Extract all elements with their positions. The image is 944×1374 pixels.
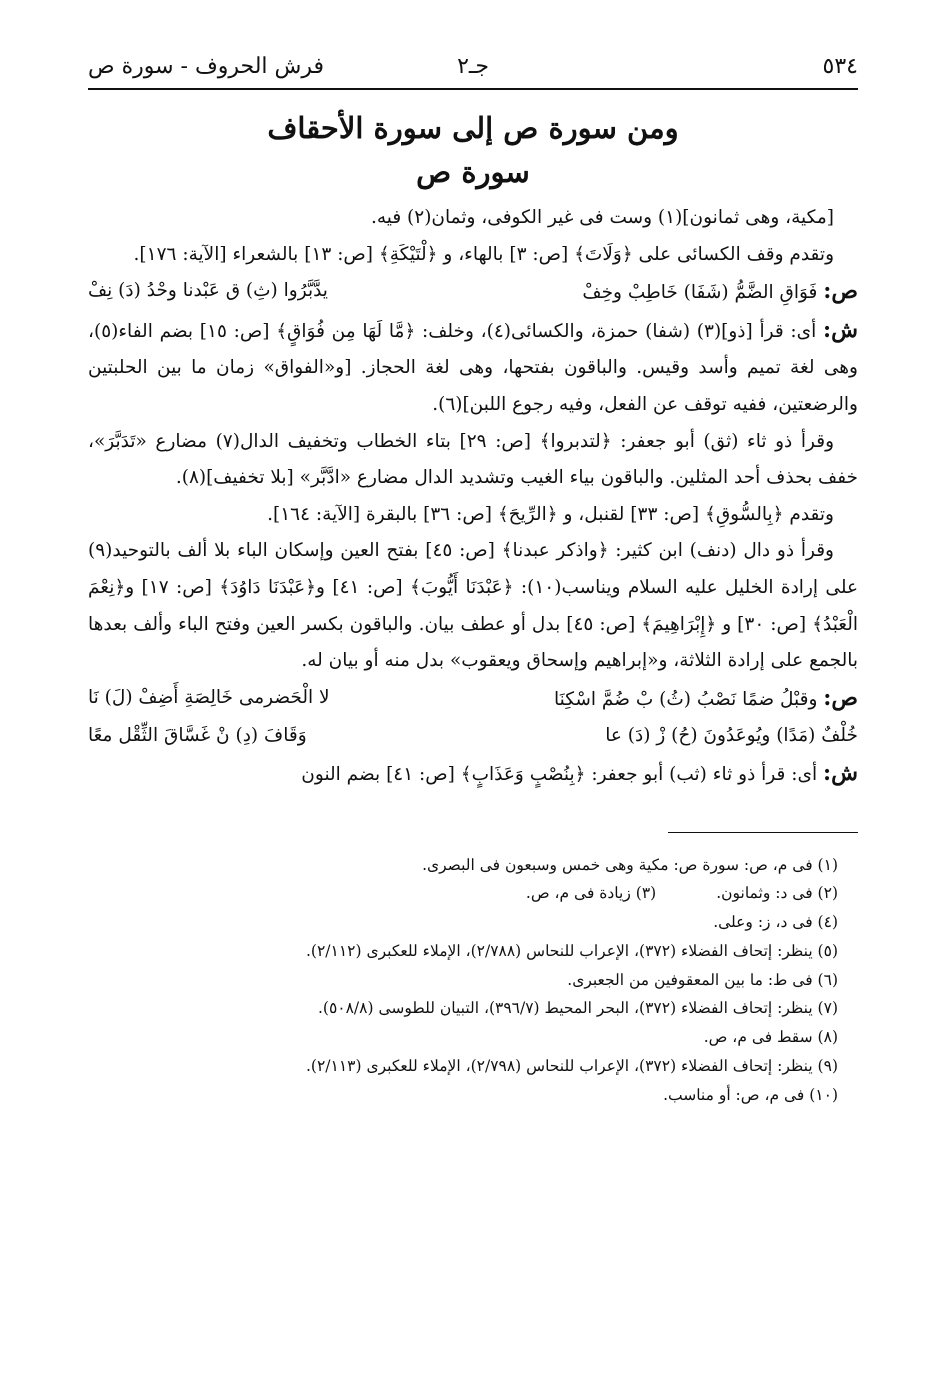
commentary-text: أى: قرأ ذو ثاء (ثب) أبو جعفر: ﴿بِنُصْبٍ وَعَذَابٍ﴾ [ص: ٤١] بضم النون — [301, 763, 818, 785]
section-title: فرش الحروف - سورة ص — [88, 54, 325, 79]
main-text — [88, 200, 858, 794]
footnotes — [88, 851, 858, 1110]
verse-marker: ص: — [823, 278, 858, 305]
footnote: (١) فى م، ص: سورة ص: مكية وهى خمس وسبعون فى البصرى. — [422, 855, 838, 874]
commentary-text: أى: قرأ [ذو](٣) (شفا) حمزة، والكسائى(٤)، وخلف: ﴿مَّا لَهَا مِن فُوَاقٍ﴾ [ص: ١٥] بضم الفاء(٥)، وهى لغة تميم وأسد وقيس. والباقون بفتحها، وهى لغة الحجاز. [و«الفواق» زمان ما بين الحلبتين والرضعتين، ففيه توقف عن الفعل، وفيه رجوع اللبن](٦). — [88, 320, 858, 415]
commentary — [88, 755, 858, 794]
commentary — [88, 312, 858, 424]
verse-line — [88, 273, 858, 312]
page-number: ٥٣٤ — [822, 54, 858, 79]
surah-title: سورة ص — [416, 155, 530, 189]
footnote-separator — [668, 832, 858, 833]
book-page — [88, 50, 858, 1340]
footnote: (٤) فى د، ز: وعلى. — [713, 913, 838, 932]
footnote: (٨) سقط فى م، ص. — [703, 1028, 838, 1047]
footnote: (٧) ينظر: إتحاف الفضلاء (٣٧٢)، البحر المحيط (٣٩٦/٧)، التبيان للطوسى (٥٠٨/٨). — [317, 999, 838, 1018]
header-rule — [88, 88, 858, 90]
running-header — [88, 50, 858, 84]
footnote: (٢) فى د: وثمانون. — [716, 884, 838, 903]
commentary-marker: ش: — [823, 759, 858, 786]
commentary-marker: ش: — [823, 316, 858, 343]
hemistich: يدَّبَّرُوا (ثِ) ق عَبْدنا وحْدُ (دَ) نِفْ — [88, 280, 328, 302]
paragraph: وتقدم ﴿بِالسُّوقِ﴾ [ص: ٣٣] لقنبل، و ﴿الرِّيحَ﴾ [ص: ٣٦] بالبقرة [الآية: ١٦٤]. — [267, 503, 834, 525]
paragraph: وقرأ ذو ثاء (ثق) أبو جعفر: ﴿لتدبروا﴾ [ص: ٢٩] بتاء الخطاب وتخفيف الدال(٧) مضارع «تَدَبَّرَ»، خفف بحذف أحد المثلين. والباقون بياء الغيب وتشديد الدال مضارع «ادَّبَّر» [بلا تخفيف](٨). — [88, 430, 858, 489]
verse-line — [88, 718, 858, 755]
footnote: (٦) فى ط: ما بين المعقوفين من الجعبرى. — [567, 970, 838, 989]
poem-verse — [88, 680, 858, 755]
hemistich: لا الْحَضرمى خَالِصَةِ أَضِفْ (لَ) نَا — [88, 686, 330, 708]
verse-line — [88, 680, 858, 719]
volume-label: جـ٢ — [457, 54, 489, 79]
verse-marker: ص: — [823, 684, 858, 711]
hemistich: وقبْلُ ضمًا نَصْبُ (ثُ) بْ ضُمَّ اسْكِنَا — [553, 688, 818, 710]
footnote: (٣) زيادة فى م، ص. — [525, 884, 657, 903]
hemistich: فَوَاقِ الضَّمُّ (شَفَا) خَاطِبْ وخِفْ — [582, 282, 818, 304]
hemistich: وَقَافَ (دِ) نْ غَسَّاقَ الثِّقْل معًا — [88, 725, 307, 747]
paragraph: وقرأ ذو دال (دنف) ابن كثير: ﴿واذكر عبدنا﴾ [ص: ٤٥] بفتح العين وإسكان الباء بلا ألف بالتوحيد(٩) على إرادة الخليل عليه السلام ويناسب(١٠): ﴿عَبْدَنَا أَيُّوبَ﴾ [ص: ٤١] و﴿عَبْدَنَا دَاوُدَ﴾ [ص: ١٧] و﴿نِعْمَ الْعَبْدُ﴾ [ص: ٣٠] و ﴿إِبْرَاهِيمَ﴾ [ص: ٤٥] بدل أو عطف بيان. والباقون بكسر العين وفتح الباء وألف بعدها بالجمع على إرادة الثلاثة، و«إبراهيم وإسحاق ويعقوب» بدل منه أو بيان له. — [88, 540, 858, 672]
paragraph: [مكية، وهى ثمانون](١) وست فى غير الكوفى، وثمان(٢) فيه. — [370, 207, 834, 228]
chapter-title: ومن سورة ص إلى سورة الأحقاف — [267, 111, 679, 145]
paragraph: وتقدم وقف الكسائى على ﴿وَلَاتَ﴾ [ص: ٣] بالهاء، و ﴿لْتَيْكَةِ﴾ [ص: ١٣] بالشعراء [الآية: ١٧٦]. — [133, 243, 834, 265]
footnote: (١٠) فى م، ص: أو مناسب. — [663, 1085, 838, 1104]
footnote — [88, 879, 838, 908]
poem-verse — [88, 273, 858, 312]
footnote: (٥) ينظر: إتحاف الفضلاء (٣٧٢)، الإعراب للنحاس (٢/٧٨٨)، الإملاء للعكبرى (٢/١١٢). — [306, 941, 838, 960]
footnote: (٩) ينظر: إتحاف الفضلاء (٣٧٢)، الإعراب للنحاس (٢/٧٩٨)، الإملاء للعكبرى (٢/١١٣). — [306, 1057, 838, 1076]
hemistich: خُلْفٌ (مَدًا) ويُوعَدُونَ (حُ) زْ (دَ) عا — [605, 725, 858, 747]
